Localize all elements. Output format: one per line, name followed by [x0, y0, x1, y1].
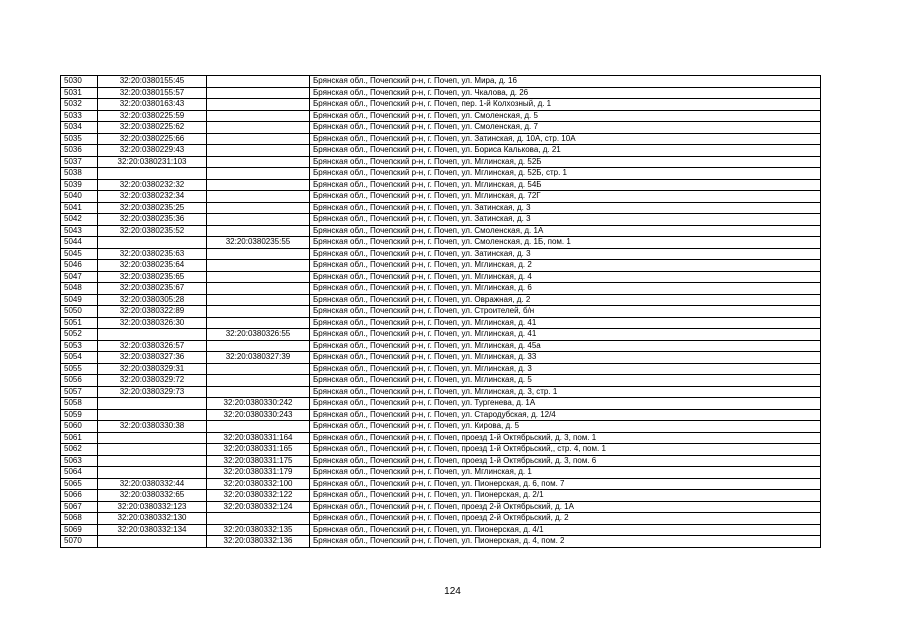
address-cell: Брянская обл., Почепский р-н, г. Почеп, ул. Стародубская, д. 12/4	[310, 409, 821, 421]
address-cell: Брянская обл., Почепский р-н, г. Почеп, ул. Кирова, д. 5	[310, 421, 821, 433]
secondary-cadastral-number-cell	[207, 317, 310, 329]
table-row	[61, 536, 821, 548]
secondary-cadastral-number-cell: 32:20:0380326:55	[207, 329, 310, 341]
table-row	[61, 110, 821, 122]
cadastral-number-cell: 32:20:0380326:30	[98, 317, 207, 329]
cadastral-number-cell: 32:20:0380235:36	[98, 214, 207, 226]
secondary-cadastral-number-cell	[207, 421, 310, 433]
cadastral-number-cell: 32:20:0380235:63	[98, 248, 207, 260]
cadastral-number-cell: 32:20:0380225:59	[98, 110, 207, 122]
cadastral-number-cell: 32:20:0380326:57	[98, 340, 207, 352]
address-cell: Брянская обл., Почепский р-н, г. Почеп, ул. Мглинская, д. 41	[310, 329, 821, 341]
cadastral-number-cell: 32:20:0380305:28	[98, 294, 207, 306]
address-cell: Брянская обл., Почепский р-н, г. Почеп, проезд 2-й Октябрьский, д. 2	[310, 513, 821, 525]
cadastral-number-cell: 32:20:0380332:44	[98, 478, 207, 490]
table-row	[61, 375, 821, 387]
table-row	[61, 467, 821, 479]
cadastral-number-cell: 32:20:0380235:52	[98, 225, 207, 237]
table-row	[61, 444, 821, 456]
address-cell: Брянская обл., Почепский р-н, г. Почеп, ул. Мглинская, д. 2	[310, 260, 821, 272]
secondary-cadastral-number-cell: 32:20:0380331:165	[207, 444, 310, 456]
record-number-cell: 5046	[61, 260, 98, 272]
record-number-cell: 5058	[61, 398, 98, 410]
secondary-cadastral-number-cell	[207, 375, 310, 387]
record-number-cell: 5031	[61, 87, 98, 99]
address-cell: Брянская обл., Почепский р-н, г. Почеп, ул. Мглинская, д. 33	[310, 352, 821, 364]
table-row	[61, 214, 821, 226]
table-row	[61, 432, 821, 444]
table-row	[61, 133, 821, 145]
secondary-cadastral-number-cell	[207, 110, 310, 122]
address-cell: Брянская обл., Почепский р-н, г. Почеп, ул. Смоленская, д. 1Б, пом. 1	[310, 237, 821, 249]
record-number-cell: 5052	[61, 329, 98, 341]
table-row	[61, 156, 821, 168]
table-row	[61, 248, 821, 260]
secondary-cadastral-number-cell: 32:20:0380235:55	[207, 237, 310, 249]
table-row	[61, 490, 821, 502]
cadastral-number-cell: 32:20:0380332:65	[98, 490, 207, 502]
record-number-cell: 5050	[61, 306, 98, 318]
table-row	[61, 294, 821, 306]
secondary-cadastral-number-cell: 32:20:0380332:122	[207, 490, 310, 502]
secondary-cadastral-number-cell	[207, 202, 310, 214]
table-row	[61, 225, 821, 237]
secondary-cadastral-number-cell	[207, 248, 310, 260]
table-row	[61, 329, 821, 341]
secondary-cadastral-number-cell	[207, 76, 310, 88]
address-cell: Брянская обл., Почепский р-н, г. Почеп, ул. Затинская, д. 3	[310, 214, 821, 226]
secondary-cadastral-number-cell	[207, 386, 310, 398]
secondary-cadastral-number-cell	[207, 179, 310, 191]
table-row	[61, 237, 821, 249]
secondary-cadastral-number-cell	[207, 306, 310, 318]
address-cell: Брянская обл., Почепский р-н, г. Почеп, ул. Строителей, б/н	[310, 306, 821, 318]
address-cell: Брянская обл., Почепский р-н, г. Почеп, ул. Овражная, д. 2	[310, 294, 821, 306]
cadastral-number-cell	[98, 536, 207, 548]
address-cell: Брянская обл., Почепский р-н, г. Почеп, ул. Бориса Калькова, д. 21	[310, 145, 821, 157]
cadastral-number-cell: 32:20:0380163:43	[98, 99, 207, 111]
record-number-cell: 5048	[61, 283, 98, 295]
secondary-cadastral-number-cell	[207, 271, 310, 283]
cadastral-number-cell: 32:20:0380332:123	[98, 501, 207, 513]
record-number-cell: 5039	[61, 179, 98, 191]
address-cell: Брянская обл., Почепский р-н, г. Почеп, ул. Пионерская, д. 2/1	[310, 490, 821, 502]
record-number-cell: 5045	[61, 248, 98, 260]
table-row	[61, 363, 821, 375]
cadastral-number-cell: 32:20:0380327:36	[98, 352, 207, 364]
cadastral-number-cell: 32:20:0380329:72	[98, 375, 207, 387]
record-number-cell: 5036	[61, 145, 98, 157]
table-row	[61, 513, 821, 525]
cadastral-number-cell: 32:20:0380231:103	[98, 156, 207, 168]
secondary-cadastral-number-cell: 32:20:0380332:135	[207, 524, 310, 536]
record-number-cell: 5041	[61, 202, 98, 214]
cadastral-number-cell: 32:20:0380225:62	[98, 122, 207, 134]
record-number-cell: 5062	[61, 444, 98, 456]
address-cell: Брянская обл., Почепский р-н, г. Почеп, пер. 1-й Колхозный, д. 1	[310, 99, 821, 111]
secondary-cadastral-number-cell	[207, 133, 310, 145]
cadastral-number-cell: 32:20:0380235:64	[98, 260, 207, 272]
record-number-cell: 5034	[61, 122, 98, 134]
secondary-cadastral-number-cell: 32:20:0380330:243	[207, 409, 310, 421]
secondary-cadastral-number-cell: 32:20:0380327:39	[207, 352, 310, 364]
record-number-cell: 5054	[61, 352, 98, 364]
secondary-cadastral-number-cell	[207, 191, 310, 203]
cadastral-number-cell: 32:20:0380329:31	[98, 363, 207, 375]
address-cell: Брянская обл., Почепский р-н, г. Почеп, ул. Смоленская, д. 7	[310, 122, 821, 134]
record-number-cell: 5035	[61, 133, 98, 145]
cadastral-number-cell: 32:20:0380235:25	[98, 202, 207, 214]
cadastral-number-cell	[98, 432, 207, 444]
address-cell: Брянская обл., Почепский р-н, г. Почеп, проезд 1-й Октябрьский, д. 3, пом. 1	[310, 432, 821, 444]
table-row	[61, 478, 821, 490]
secondary-cadastral-number-cell: 32:20:0380331:164	[207, 432, 310, 444]
page-number: 124	[444, 586, 461, 597]
record-number-cell: 5049	[61, 294, 98, 306]
address-cell: Брянская обл., Почепский р-н, г. Почеп, ул. Мира, д. 16	[310, 76, 821, 88]
table-row	[61, 260, 821, 272]
record-number-cell: 5030	[61, 76, 98, 88]
record-number-cell: 5032	[61, 99, 98, 111]
cadastral-number-cell	[98, 329, 207, 341]
address-cell: Брянская обл., Почепский р-н, г. Почеп, проезд 2-й Октябрьский, д. 1А	[310, 501, 821, 513]
secondary-cadastral-number-cell: 32:20:0380331:175	[207, 455, 310, 467]
table-row	[61, 99, 821, 111]
table-row	[61, 283, 821, 295]
secondary-cadastral-number-cell: 32:20:0380330:242	[207, 398, 310, 410]
table-row	[61, 386, 821, 398]
record-number-cell: 5060	[61, 421, 98, 433]
secondary-cadastral-number-cell	[207, 168, 310, 180]
secondary-cadastral-number-cell	[207, 214, 310, 226]
cadastral-number-cell: 32:20:0380232:32	[98, 179, 207, 191]
secondary-cadastral-number-cell: 32:20:0380332:124	[207, 501, 310, 513]
cadastral-number-cell	[98, 409, 207, 421]
record-number-cell: 5033	[61, 110, 98, 122]
table-row	[61, 340, 821, 352]
address-cell: Брянская обл., Почепский р-н, г. Почеп, ул. Мглинская, д. 52Б, стр. 1	[310, 168, 821, 180]
table-row	[61, 317, 821, 329]
record-number-cell: 5068	[61, 513, 98, 525]
secondary-cadastral-number-cell	[207, 145, 310, 157]
table-row	[61, 352, 821, 364]
cadastral-number-cell: 32:20:0380332:130	[98, 513, 207, 525]
record-number-cell: 5042	[61, 214, 98, 226]
cadastral-number-cell: 32:20:0380322:89	[98, 306, 207, 318]
secondary-cadastral-number-cell	[207, 99, 310, 111]
record-number-cell: 5067	[61, 501, 98, 513]
table-row	[61, 501, 821, 513]
address-cell: Брянская обл., Почепский р-н, г. Почеп, ул. Мглинская, д. 72Г	[310, 191, 821, 203]
address-cell: Брянская обл., Почепский р-н, г. Почеп, ул. Чкалова, д. 26	[310, 87, 821, 99]
table-row	[61, 409, 821, 421]
cadastral-number-cell: 32:20:0380330:38	[98, 421, 207, 433]
table-row	[61, 421, 821, 433]
secondary-cadastral-number-cell	[207, 340, 310, 352]
record-number-cell: 5056	[61, 375, 98, 387]
record-number-cell: 5037	[61, 156, 98, 168]
table-row	[61, 524, 821, 536]
address-cell: Брянская обл., Почепский р-н, г. Почеп, ул. Пионерская, д. 4/1	[310, 524, 821, 536]
address-cell: Брянская обл., Почепский р-н, г. Почеп, ул. Мглинская, д. 41	[310, 317, 821, 329]
address-cell: Брянская обл., Почепский р-н, г. Почеп, ул. Мглинская, д. 4	[310, 271, 821, 283]
cadastral-number-cell: 32:20:0380229:43	[98, 145, 207, 157]
address-cell: Брянская обл., Почепский р-н, г. Почеп, ул. Пионерская, д. 4, пом. 2	[310, 536, 821, 548]
record-number-cell: 5043	[61, 225, 98, 237]
record-number-cell: 5059	[61, 409, 98, 421]
address-cell: Брянская обл., Почепский р-н, г. Почеп, ул. Мглинская, д. 54Б	[310, 179, 821, 191]
address-cell: Брянская обл., Почепский р-н, г. Почеп, ул. Пионерская, д. 6, пом. 7	[310, 478, 821, 490]
records-table-body	[61, 76, 821, 548]
cadastral-number-cell: 32:20:0380235:67	[98, 283, 207, 295]
record-number-cell: 5051	[61, 317, 98, 329]
secondary-cadastral-number-cell: 32:20:0380331:179	[207, 467, 310, 479]
secondary-cadastral-number-cell	[207, 513, 310, 525]
address-cell: Брянская обл., Почепский р-н, г. Почеп, ул. Мглинская, д. 1	[310, 467, 821, 479]
record-number-cell: 5070	[61, 536, 98, 548]
address-cell: Брянская обл., Почепский р-н, г. Почеп, ул. Смоленская, д. 1А	[310, 225, 821, 237]
table-row	[61, 191, 821, 203]
table-row	[61, 398, 821, 410]
address-cell: Брянская обл., Почепский р-н, г. Почеп, ул. Затинская, д. 10А, стр. 10А	[310, 133, 821, 145]
address-cell: Брянская обл., Почепский р-н, г. Почеп, ул. Затинская, д. 3	[310, 202, 821, 214]
cadastral-number-cell	[98, 237, 207, 249]
cadastral-number-cell	[98, 455, 207, 467]
table-row	[61, 168, 821, 180]
address-cell: Брянская обл., Почепский р-н, г. Почеп, ул. Затинская, д. 3	[310, 248, 821, 260]
address-cell: Брянская обл., Почепский р-н, г. Почеп, ул. Тургенева, д. 1А	[310, 398, 821, 410]
cadastral-number-cell	[98, 168, 207, 180]
record-number-cell: 5066	[61, 490, 98, 502]
secondary-cadastral-number-cell	[207, 260, 310, 272]
address-cell: Брянская обл., Почепский р-н, г. Почеп, ул. Мглинская, д. 3, стр. 1	[310, 386, 821, 398]
cadastral-number-cell	[98, 398, 207, 410]
secondary-cadastral-number-cell	[207, 122, 310, 134]
record-number-cell: 5053	[61, 340, 98, 352]
records-table	[60, 75, 821, 548]
record-number-cell: 5065	[61, 478, 98, 490]
address-cell: Брянская обл., Почепский р-н, г. Почеп, проезд 1-й Октябрьский, д. 3, пом. 6	[310, 455, 821, 467]
secondary-cadastral-number-cell	[207, 156, 310, 168]
cadastral-number-cell: 32:20:0380332:134	[98, 524, 207, 536]
table-row	[61, 271, 821, 283]
record-number-cell: 5063	[61, 455, 98, 467]
secondary-cadastral-number-cell	[207, 363, 310, 375]
cadastral-number-cell	[98, 444, 207, 456]
record-number-cell: 5061	[61, 432, 98, 444]
cadastral-number-cell: 32:20:0380232:34	[98, 191, 207, 203]
record-number-cell: 5057	[61, 386, 98, 398]
secondary-cadastral-number-cell	[207, 225, 310, 237]
address-cell: Брянская обл., Почепский р-н, г. Почеп, ул. Мглинская, д. 3	[310, 363, 821, 375]
record-number-cell: 5055	[61, 363, 98, 375]
table-row	[61, 122, 821, 134]
cadastral-number-cell: 32:20:0380225:66	[98, 133, 207, 145]
secondary-cadastral-number-cell	[207, 87, 310, 99]
address-cell: Брянская обл., Почепский р-н, г. Почеп, ул. Мглинская, д. 45а	[310, 340, 821, 352]
record-number-cell: 5038	[61, 168, 98, 180]
table-row	[61, 179, 821, 191]
table-row	[61, 306, 821, 318]
table-row	[61, 202, 821, 214]
record-number-cell: 5064	[61, 467, 98, 479]
address-cell: Брянская обл., Почепский р-н, г. Почеп, проезд 1-й Октябрьский,, стр. 4, пом. 1	[310, 444, 821, 456]
address-cell: Брянская обл., Почепский р-н, г. Почеп, ул. Мглинская, д. 6	[310, 283, 821, 295]
secondary-cadastral-number-cell: 32:20:0380332:136	[207, 536, 310, 548]
secondary-cadastral-number-cell	[207, 294, 310, 306]
record-number-cell: 5069	[61, 524, 98, 536]
cadastral-number-cell	[98, 467, 207, 479]
table-row	[61, 145, 821, 157]
address-cell: Брянская обл., Почепский р-н, г. Почеп, ул. Смоленская, д. 5	[310, 110, 821, 122]
secondary-cadastral-number-cell	[207, 283, 310, 295]
record-number-cell: 5040	[61, 191, 98, 203]
address-cell: Брянская обл., Почепский р-н, г. Почеп, ул. Мглинская, д. 52Б	[310, 156, 821, 168]
record-number-cell: 5047	[61, 271, 98, 283]
table-row	[61, 87, 821, 99]
cadastral-number-cell: 32:20:0380329:73	[98, 386, 207, 398]
cadastral-number-cell: 32:20:0380155:45	[98, 76, 207, 88]
secondary-cadastral-number-cell: 32:20:0380332:100	[207, 478, 310, 490]
address-cell: Брянская обл., Почепский р-н, г. Почеп, ул. Мглинская, д. 5	[310, 375, 821, 387]
record-number-cell: 5044	[61, 237, 98, 249]
table-row	[61, 455, 821, 467]
table-row	[61, 76, 821, 88]
cadastral-number-cell: 32:20:0380235:65	[98, 271, 207, 283]
cadastral-number-cell: 32:20:0380155:57	[98, 87, 207, 99]
